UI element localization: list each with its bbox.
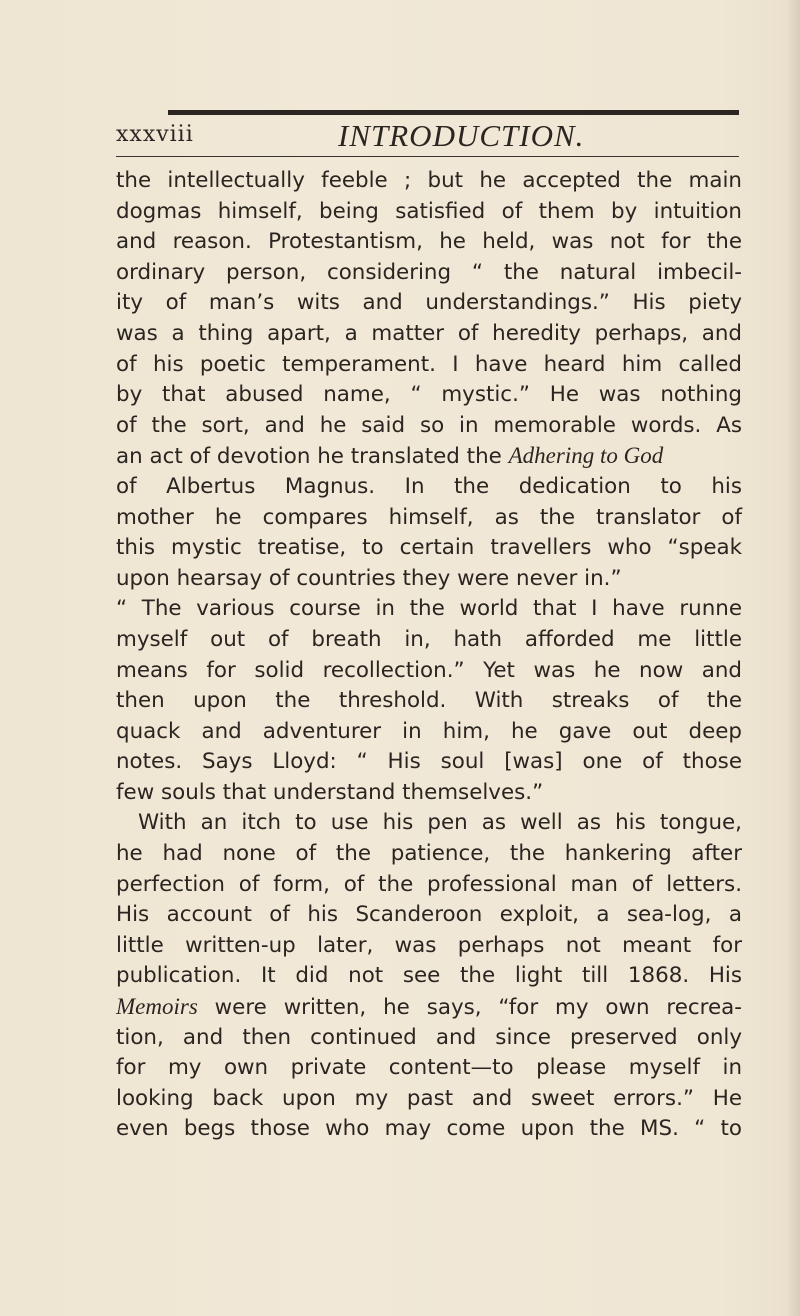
- text-segment: were written, he says, “for my own recrea-: [214, 995, 742, 1021]
- text-line: With an itch to use his pen as well as his tongue,: [138, 810, 742, 836]
- text-line: of his poetic temperament. I have heard him called: [116, 351, 742, 377]
- page-number: xxxviii: [116, 122, 194, 147]
- text-line: looking back upon my past and sweet errors.” He: [116, 1085, 742, 1111]
- text-line: he had none of the patience, the hankering after: [116, 841, 742, 867]
- page-header: [116, 116, 739, 156]
- text-line: quack and adventurer in him, he gave out deep: [116, 718, 742, 744]
- text-line: of Albertus Magnus. In the dedication to his: [116, 473, 742, 499]
- text-line: ity of man’s wits and understandings.” His piety: [116, 290, 742, 316]
- text-line: this mystic treatise, to certain travellers who “speak: [116, 535, 742, 561]
- text-line: dogmas himself, being satisfied of them by intuition: [116, 198, 742, 224]
- italic-title: Memoirs: [116, 994, 198, 1020]
- text-line: His account of his Scanderoon exploit, a sea-log, a: [116, 902, 742, 928]
- text-line: [116, 441, 742, 472]
- text-line: perfection of form, of the professional man of letters.: [116, 871, 742, 897]
- text-line: by that abused name, “ mystic.” He was nothing: [116, 382, 742, 408]
- text-line: few souls that understand themselves.”: [116, 779, 544, 805]
- italic-title: Adhering to God: [508, 443, 664, 469]
- text-line: was a thing apart, a matter of heredity perhaps, and: [116, 320, 742, 346]
- text-line: then upon the threshold. With streaks of the: [116, 688, 742, 714]
- text-line: mother he compares himself, as the translator of: [116, 504, 742, 530]
- text-line: of the sort, and he said so in memorable words. As: [116, 412, 742, 438]
- running-head: INTRODUCTION.: [338, 118, 585, 153]
- page-edge-shadow: [786, 0, 800, 1316]
- top-rule: [168, 110, 739, 115]
- text-line: publication. It did not see the light till 1868. His: [116, 963, 742, 989]
- text-line: upon hearsay of countries they were never in.”: [116, 565, 622, 591]
- text-line: [116, 992, 742, 1023]
- body-text: [116, 166, 742, 1145]
- text-line: ordinary person, considering “ the natural imbecil-: [116, 259, 742, 285]
- text-segment: an act of devotion he translated the: [116, 444, 502, 470]
- text-line: for my own private content—to please myself in: [116, 1055, 742, 1081]
- text-line: means for solid recollection.” Yet was he now and: [116, 657, 742, 683]
- text-line: myself out of breath in, hath afforded me little: [116, 626, 742, 652]
- text-line: tion, and then continued and since preserved only: [116, 1024, 742, 1050]
- text-line: “ The various course in the world that I have runne: [116, 596, 742, 622]
- text-line: the intellectually feeble ; but he accepted the main: [116, 168, 742, 193]
- text-line: little written-up later, was perhaps not meant for: [116, 932, 742, 958]
- text-line: and reason. Protestantism, he held, was not for the: [116, 229, 742, 255]
- text-line: notes. Says Lloyd: “ His soul [was] one of those: [116, 749, 742, 775]
- text-line: even begs those who may come upon the MS. “ to: [116, 1116, 742, 1142]
- header-rule: [116, 156, 739, 157]
